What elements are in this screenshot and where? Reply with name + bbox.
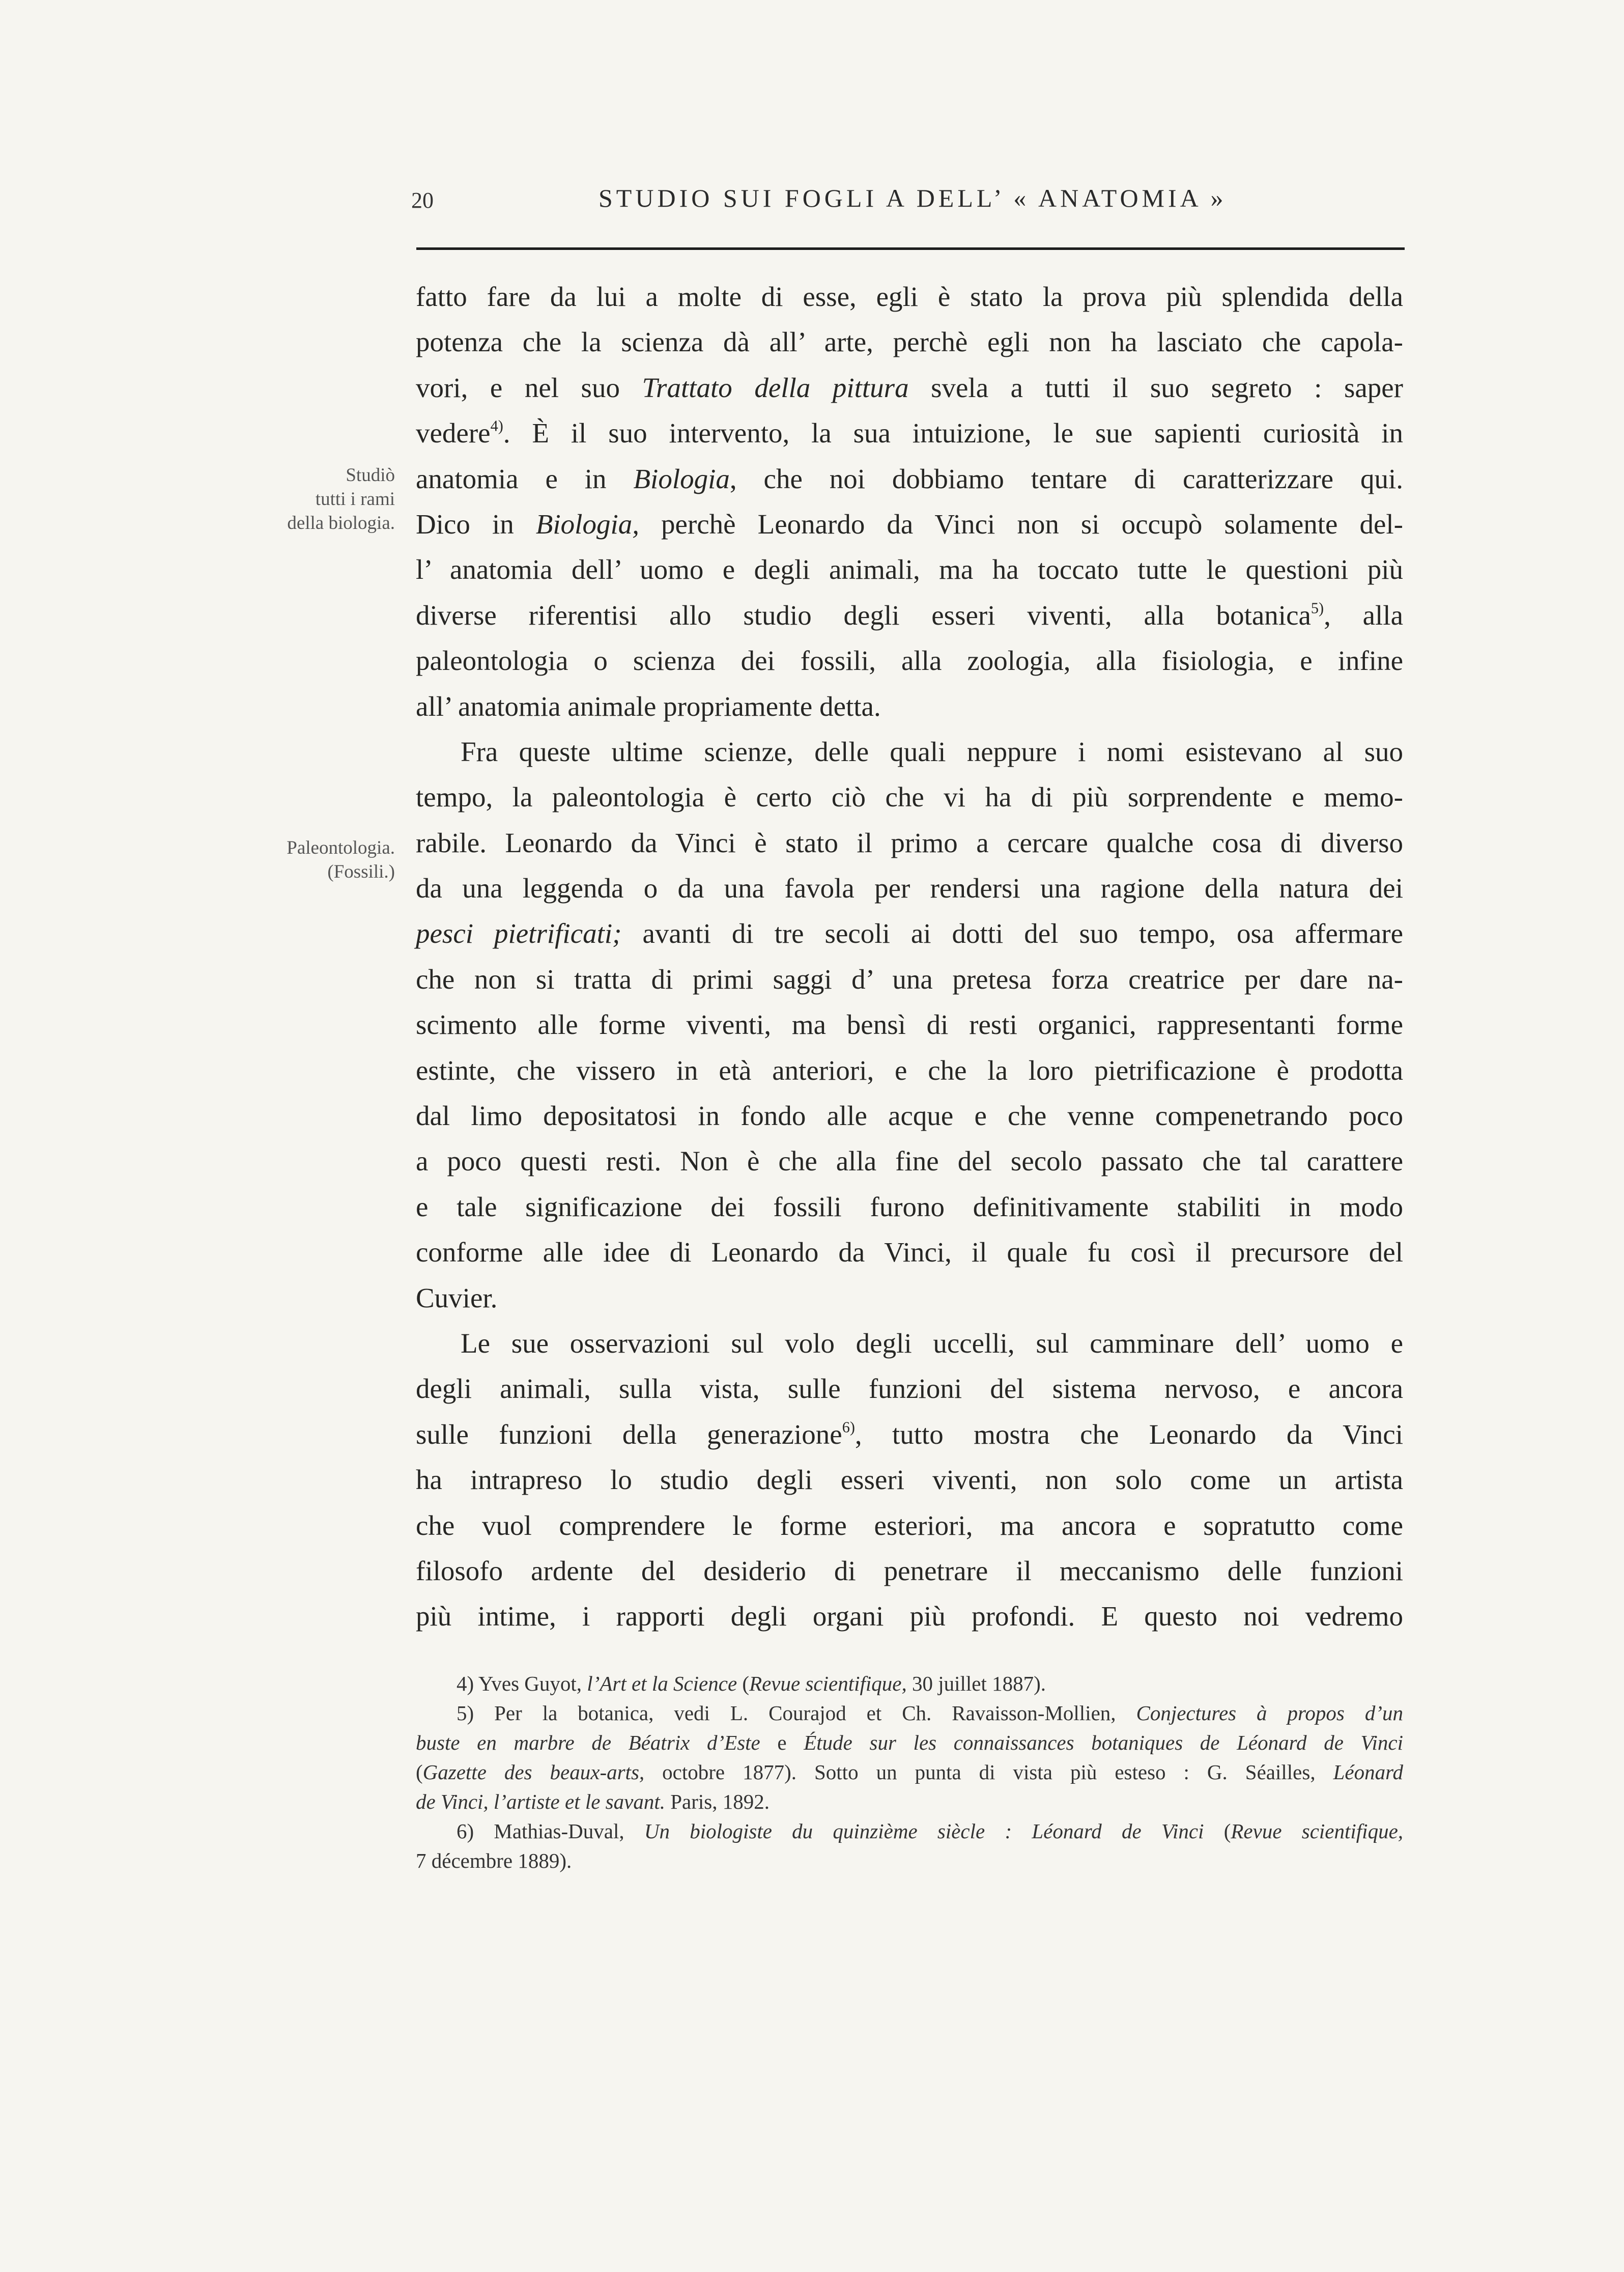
text-line [416, 957, 1403, 1002]
text-run: che non si tratta di primi saggi d’ una pretesa forza creatrice per dare na- [416, 963, 1403, 995]
italic-text: pesci pietrificati; [416, 918, 622, 949]
text-run: che vuol comprendere le forme esteriori, ma ancora e sopratutto come [416, 1509, 1403, 1541]
footnote-line [416, 1669, 1403, 1698]
text-line [416, 1503, 1403, 1548]
text-line [416, 410, 1403, 456]
italic-text: Biologia, [535, 508, 639, 540]
text-run: più intime, i rapporti degli organi più profondi. E questo noi vedremo [416, 1601, 1403, 1632]
margin-note-paleontology [247, 836, 395, 884]
text-line [416, 501, 1403, 547]
text-run: avanti di tre secoli ai dotti del suo tempo, osa affermare [621, 918, 1404, 949]
text-line [416, 456, 1403, 501]
italic-text: Revue scientifique, [1231, 1819, 1404, 1843]
text-run: dal limo depositatosi in fondo alle acque e che venne compenetrando poco [416, 1100, 1403, 1132]
text-run: estinte, che vissero in età anteriori, e che la loro pietrificazione è prodotta [416, 1054, 1403, 1086]
text-run: filosofo ardente del desiderio di penetrare il meccanismo delle funzioni [416, 1555, 1403, 1586]
text-run: 5) Per la botanica, vedi L. Courajod et Ch. Ravaisson-Mollien, [457, 1701, 1136, 1725]
text-run: diverse riferentisi allo studio degli esseri viventi, alla botanica [416, 599, 1311, 631]
running-title: STUDIO SUI FOGLI A DELL’ « ANATOMIA » [599, 184, 1227, 212]
italic-text: Un biologiste du quinzième siècle : Léonard de Vinci [644, 1819, 1204, 1843]
italic-text: l’Art et la Science [587, 1672, 737, 1695]
footnotes [416, 1669, 1403, 1875]
text-line [416, 365, 1403, 410]
text-line [416, 1593, 1403, 1639]
text-run: Dico in [416, 508, 536, 540]
text-run: conforme alle idee di Leonardo da Vinci, il quale fu così il precursore del [416, 1237, 1403, 1268]
text-run: Fra queste ultime scienze, delle quali neppure i nomi esistevano al suo [461, 736, 1403, 767]
text-run: svela a tutti il suo segreto : saper [908, 372, 1403, 403]
margin-note-line: della biologia. [287, 513, 395, 534]
text-line [416, 319, 1403, 364]
text-run: vori, e nel suo [416, 372, 642, 403]
text-run: . È il suo intervento, la sua intuizione, le sue sapienti curiosità in [503, 417, 1403, 449]
text-run: tempo, la paleontologia è certo ciò che vi ha di più sorprendente e memo- [416, 781, 1403, 813]
text-run: a poco questi resti. Non è che alla fine del secolo passato che tal carattere [416, 1145, 1403, 1177]
header-rule [416, 247, 1405, 250]
text-run: scimento alle forme viventi, ma bensì di resti organici, rappresentanti forme [416, 1009, 1403, 1041]
text-run: sulle funzioni della generazione [416, 1418, 842, 1450]
text-run: e tale significazione dei fossili furono definitivamente stabiliti in modo [416, 1191, 1403, 1222]
text-line [416, 1048, 1403, 1093]
text-line [416, 1321, 1403, 1366]
text-line [416, 1184, 1403, 1229]
margin-note-line: Studiò [346, 465, 395, 486]
text-line [416, 1457, 1403, 1502]
text-run: ha intrapreso lo studio degli esseri viventi, non solo come un artista [416, 1464, 1403, 1496]
text-run: perchè Leonardo da Vinci non si occupò solamente del- [639, 508, 1403, 540]
text-line [416, 684, 1403, 729]
text-run: all’ anatomia animale propriamente detta. [416, 690, 881, 722]
margin-note-line: Paleontologia. [287, 837, 395, 858]
italic-text: de Vinci, l’artiste et le savant. [416, 1790, 665, 1813]
text-run: Paris, 1892. [665, 1790, 770, 1813]
italic-text: Léonard [1333, 1760, 1403, 1784]
italic-text: Revue scientifique, [749, 1672, 907, 1695]
text-run: , tutto mostra che Leonardo da Vinci [854, 1418, 1403, 1450]
margin-note-line: (Fossili.) [327, 861, 395, 882]
footnote-line [416, 1728, 1403, 1757]
footnote-ref: 4) [490, 417, 503, 435]
text-run: , alla [1324, 599, 1403, 631]
footnote-line [416, 1846, 1403, 1875]
text-line [416, 1138, 1403, 1184]
text-run: rabile. Leonardo da Vinci è stato il primo a cercare qualche cosa di diverso [416, 827, 1403, 858]
footnote-line [416, 1698, 1403, 1728]
text-run: vedere [416, 417, 491, 449]
footnote-ref: 6) [842, 1418, 855, 1436]
text-line [416, 1275, 1403, 1321]
text-line [416, 1412, 1403, 1457]
italic-text: buste en marbre de Béatrix d’Este [416, 1731, 760, 1754]
text-line [416, 1093, 1403, 1138]
text-line [416, 865, 1403, 911]
text-line [416, 547, 1403, 592]
footnote-line [416, 1757, 1403, 1787]
italic-text: Gazette des beaux-arts, [422, 1760, 645, 1784]
text-run: octobre 1877). Sotto un punta di vista più esteso : G. Séailles, [644, 1760, 1333, 1784]
text-run: fatto fare da lui a molte di esse, egli è stato la prova più splendida della [416, 281, 1403, 312]
text-line [416, 593, 1403, 638]
footnote-ref: 5) [1310, 599, 1324, 617]
text-line [416, 274, 1403, 319]
italic-text: Étude sur les connaissances botaniques de Léonard de Vinci [804, 1731, 1404, 1754]
text-line [416, 1229, 1403, 1275]
text-line [416, 774, 1403, 820]
margin-note-biology [247, 463, 395, 535]
text-run: , che noi dobbiamo tentare di caratterizzare qui. [729, 463, 1403, 494]
text-run: degli animali, sulla vista, sulle funzioni del sistema nervoso, e ancora [416, 1373, 1403, 1405]
text-line [416, 1002, 1403, 1047]
text-run: 7 décembre 1889). [416, 1849, 572, 1872]
text-run: ( [416, 1760, 423, 1784]
text-run: Cuvier. [416, 1282, 498, 1313]
text-line [416, 1366, 1403, 1411]
page-number: 20 [411, 188, 434, 213]
footnote-line [416, 1787, 1403, 1816]
text-run: ( [737, 1672, 750, 1695]
text-line [416, 1548, 1403, 1593]
text-run: 30 juillet 1887). [906, 1672, 1046, 1695]
body-text [416, 274, 1403, 1639]
text-run: anatomia e in [416, 463, 634, 494]
italic-text: Biologia [633, 463, 730, 494]
text-run: potenza che la scienza dà all’ arte, perchè egli non ha lasciato che capola- [416, 326, 1403, 358]
text-run: Le sue osservazioni sul volo degli uccelli, sul camminare dell’ uomo e [461, 1327, 1403, 1359]
italic-text: Trattato della pittura [642, 372, 909, 403]
text-line [416, 911, 1403, 956]
text-line [416, 820, 1403, 865]
text-run: da una leggenda o da una favola per rendersi una ragione della natura dei [416, 873, 1403, 904]
text-run: paleontologia o scienza dei fossili, alla zoologia, alla fisiologia, e infine [416, 645, 1403, 677]
text-run: ( [1204, 1819, 1231, 1843]
footnote-line [416, 1816, 1403, 1846]
italic-text: Conjectures à propos d’un [1136, 1701, 1403, 1725]
text-run: e [760, 1731, 804, 1754]
text-run: 6) Mathias-Duval, [457, 1819, 644, 1843]
text-run: l’ anatomia dell’ uomo e degli animali, ma ha toccato tutte le questioni più [416, 554, 1403, 585]
text-run: 4) Yves Guyot, [457, 1672, 587, 1695]
text-line [416, 638, 1403, 683]
text-line [416, 729, 1403, 774]
margin-note-line: tutti i rami [315, 489, 395, 510]
